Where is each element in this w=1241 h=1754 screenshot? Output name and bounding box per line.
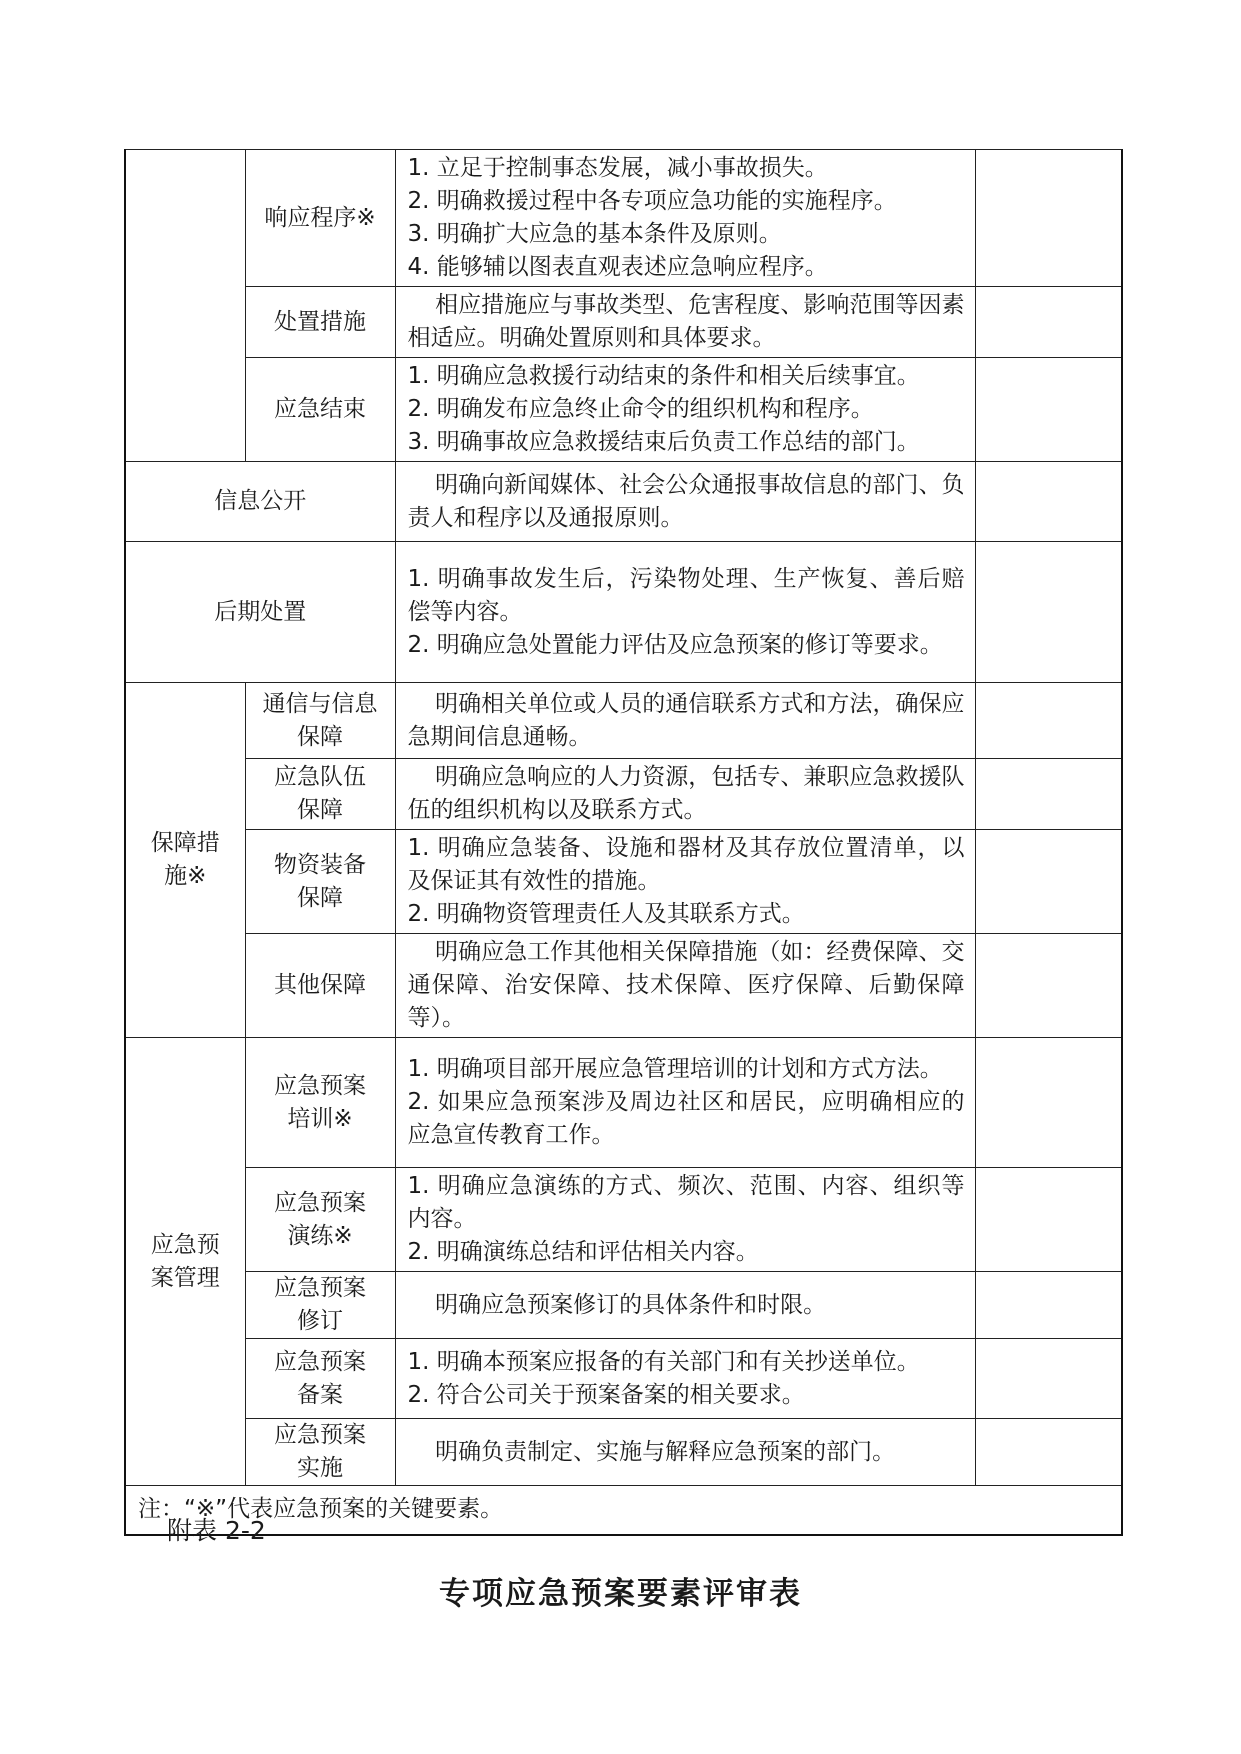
review-result-cell[interactable] [975,358,1122,462]
requirement-line: 2. 如果应急预案涉及周边社区和居民，应明确相应的应急宣传教育工作。 [407,1089,965,1148]
category-cell-management [125,1038,245,1486]
requirement-line: 4. 能够辅以图表直观表述应急响应程序。 [407,254,828,280]
review-result-cell[interactable] [975,542,1122,683]
element-cell: 其他保障 [245,934,395,1038]
table-row [125,1168,1122,1272]
review-result-cell[interactable] [975,1272,1122,1339]
element-cell [245,759,395,830]
element-label-line: 应急预案 [274,1275,366,1301]
requirement-line: 1. 立足于控制事态发展，减小事故损失。 [407,155,828,181]
table-row [125,1419,1122,1486]
requirement-text: 明确负责制定、实施与解释应急预案的部门。 [435,1438,896,1465]
element-cell [245,683,395,759]
table-row [125,934,1122,1038]
requirement-line: 2. 明确物资管理责任人及其联系方式。 [407,901,805,927]
category-cell-guarantee [125,683,245,1038]
element-cell [245,1168,395,1272]
element-label-line: 修订 [297,1308,343,1334]
element-cell: 应急结束 [245,358,395,462]
requirement-line: 3. 明确事故应急救援结束后负责工作总结的部门。 [407,429,920,455]
requirement-line: 2. 明确应急处置能力评估及应急预案的修订等要求。 [407,631,943,658]
element-cell [245,1272,395,1339]
requirement-cell [395,542,975,683]
element-label-line: 保障 [297,723,343,750]
table-row [125,1038,1122,1168]
element-label-line: 物资装备 [274,851,366,878]
requirement-text: 明确应急工作其他相关保障措施（如：经费保障、交通保障、治安保障、技术保障、医疗保障、后勤保障等）。 [407,939,965,1031]
element-cell [245,1339,395,1419]
element-label-line: 演练※ [287,1222,353,1249]
requirement-line: 1. 明确应急救援行动结束的条件和相关后续事宜。 [407,363,920,389]
requirement-line: 3. 明确扩大应急的基本条件及原则。 [407,221,782,247]
requirement-line: 1. 明确本预案应报备的有关部门和有关抄送单位。 [407,1348,920,1375]
element-label-line: 实施 [297,1455,343,1481]
review-result-cell[interactable] [975,830,1122,934]
review-result-cell[interactable] [975,1339,1122,1419]
requirement-line: 1. 明确事故发生后，污染物处理、生产恢复、善后赔偿等内容。 [407,565,965,625]
category-label-line: 应急预 [150,1231,220,1258]
element-cell: 响应程序※ [245,150,395,287]
table-row [125,150,1122,287]
review-result-cell[interactable] [975,759,1122,830]
element-cell [245,830,395,934]
requirement-cell [395,830,975,934]
table-row [125,358,1122,462]
requirement-text: 明确应急响应的人力资源，包括专、兼职应急救援队伍的组织机构以及联系方式。 [407,764,965,823]
table-row [125,287,1122,358]
table-row [125,462,1122,542]
requirement-text: 明确相关单位或人员的通信联系方式和方法，确保应急期间信息通畅。 [407,690,965,750]
requirement-text: 明确应急预案修订的具体条件和时限。 [435,1291,827,1318]
table-row [125,1272,1122,1339]
page-title: 专项应急预案要素评审表 [439,1576,802,1612]
requirement-text: 明确向新闻媒体、社会公众通报事故信息的部门、负责人和程序以及通报原则。 [407,471,965,531]
review-result-cell[interactable] [975,287,1122,358]
requirement-line: 1. 明确应急装备、设施和器材及其存放位置清单，以及保证其有效性的措施。 [407,835,965,894]
requirement-text: 相应措施应与事故类型、危害程度、影响范围等因素相适应。明确处置原则和具体要求。 [407,292,965,351]
requirement-line: 2. 明确救援过程中各专项应急功能的实施程序。 [407,188,897,214]
element-cell [245,1038,395,1168]
category-label-line: 案管理 [150,1264,220,1291]
element-label-line: 保障 [297,797,343,823]
requirement-line: 1. 明确项目部开展应急管理培训的计划和方式方法。 [407,1056,943,1082]
table-row [125,683,1122,759]
category-cell: 信息公开 [125,462,395,542]
element-label-line: 备案 [297,1381,343,1408]
review-result-cell[interactable] [975,1038,1122,1168]
requirement-cell [395,1168,975,1272]
element-label-line: 应急预案 [274,1422,366,1448]
category-label-line: 保障措 [150,830,220,856]
review-result-cell[interactable] [975,1419,1122,1486]
category-cell: 后期处置 [125,542,395,683]
requirement-cell [395,150,975,287]
requirement-line: 2. 符合公司关于预案备案的相关要求。 [407,1381,805,1408]
table-row [125,542,1122,683]
table-row [125,759,1122,830]
element-label-line: 应急预案 [274,1348,366,1375]
review-result-cell[interactable] [975,934,1122,1038]
element-cell: 处置措施 [245,287,395,358]
element-label-line: 通信与信息 [262,690,378,717]
note-row [125,1486,1122,1535]
requirement-line: 2. 明确演练总结和评估相关内容。 [407,1239,759,1265]
category-label-line: 施※ [164,863,207,889]
requirement-cell [395,934,975,1038]
requirement-cell [395,759,975,830]
requirement-cell [395,462,975,542]
requirement-cell [395,1419,975,1486]
review-result-cell[interactable] [975,150,1122,287]
element-label-line: 应急队伍 [274,764,366,790]
review-result-cell[interactable] [975,1168,1122,1272]
category-cell-continued [125,150,245,462]
requirement-cell [395,1272,975,1339]
element-label-line: 培训※ [287,1105,353,1132]
element-label-line: 应急预案 [274,1072,366,1099]
review-result-cell[interactable] [975,462,1122,542]
review-result-cell[interactable] [975,683,1122,759]
element-cell [245,1419,395,1486]
appendix-label: 附表 2-2 [167,1516,266,1545]
requirement-cell [395,683,975,759]
element-label-line: 保障 [297,884,343,911]
element-label-line: 应急预案 [274,1189,366,1216]
requirement-cell [395,358,975,462]
review-table [124,149,1123,1536]
table-row [125,1339,1122,1419]
requirement-line: 1. 明确应急演练的方式、频次、范围、内容、组织等内容。 [407,1173,965,1232]
requirement-cell [395,1339,975,1419]
table-note: 注：“※”代表应急预案的关键要素。 [125,1486,1122,1535]
requirement-cell [395,287,975,358]
requirement-line: 2. 明确发布应急终止命令的组织机构和程序。 [407,396,874,422]
requirement-cell [395,1038,975,1168]
table-row [125,830,1122,934]
